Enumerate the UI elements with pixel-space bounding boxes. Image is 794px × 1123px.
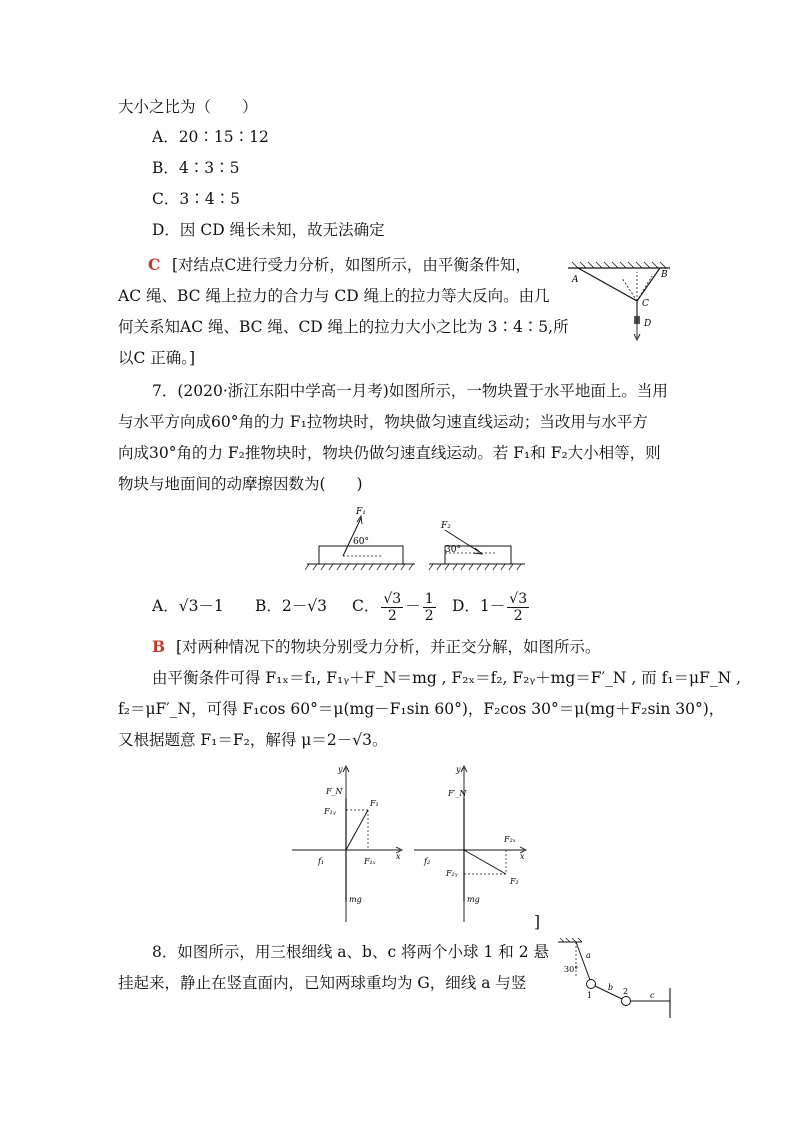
q6-explanation-line: 何关系知AC 绳、BC 绳、CD 绳上的拉力大小之比为 3∶4∶5,所 <box>118 318 569 336</box>
q7-left-fn-label: F_N <box>326 787 343 796</box>
q7-option-c-label: C． <box>352 597 380 615</box>
q6-label-d: D <box>644 319 652 329</box>
q7-option-d <box>452 586 531 626</box>
q7-right-x-label: x <box>520 852 525 861</box>
q8-label-b: b <box>608 983 614 992</box>
q7-option-a: A．√3－1 <box>152 597 224 615</box>
q7-option-d-frac: $\frac{√3}{2}$ <box>509 590 528 624</box>
q7-right-force-label: F₂ <box>441 521 451 531</box>
q7-closing-bracket: ] <box>534 913 541 931</box>
q6-explanation-line: AC 绳、BC 绳上拉力的合力与 CD 绳上的拉力等大反向。由几 <box>118 287 550 305</box>
q7-left-f1x-label: F₁ₓ <box>364 857 376 866</box>
q8-label-a: a <box>586 951 591 960</box>
q7-left-f1-label: F₁ <box>370 799 379 808</box>
q8-angle-label: 30° <box>564 965 579 974</box>
q6-answer: C <box>148 255 161 274</box>
q7-left-angle-label: 60° <box>353 537 369 547</box>
q7-block-figures <box>305 500 527 576</box>
q8-stem-line: 8．如图所示，用三根细线 a、b、c 将两个小球 1 和 2 悬 <box>152 943 549 961</box>
q7-right-mg-label: mg <box>467 895 480 904</box>
q7-left-x-label: x <box>396 852 401 861</box>
q6-label-a: A <box>572 275 579 285</box>
q6-stem-tail: 大小之比为（ ） <box>118 98 258 116</box>
q7-option-c-minus: － <box>405 597 421 615</box>
q7-decomposition-diagrams <box>288 762 538 928</box>
q7-right-f2-label: F₂ <box>510 877 519 886</box>
q7-left-mg-label: mg <box>349 895 362 904</box>
q8-ball-2-label: 2 <box>623 987 629 996</box>
q8-label-c: c <box>650 991 655 1000</box>
q6-label-b: B <box>661 270 668 280</box>
q6-explanation-line: 以C 正确。] <box>118 349 196 367</box>
q6-explanation-line: [对结点C进行受力分析，如图所示，由平衡条件知， <box>172 256 531 274</box>
q7-option-c <box>352 586 438 626</box>
q7-left-f1-friction-label: f₁ <box>318 857 325 866</box>
q7-option-b: B．2－√3 <box>255 597 327 615</box>
q8-hanging-balls-figure <box>556 938 680 1022</box>
q6-option-a: A．20∶15∶12 <box>152 128 269 146</box>
q7-stem-line: 7．(2020·浙江东阳中学高一月考)如图所示，一物块置于水平地面上。当用 <box>152 382 668 400</box>
q7-option-c-frac2: $\frac{1}{2}$ <box>424 590 434 624</box>
q6-option-c: C．3∶4∶5 <box>152 190 240 208</box>
q6-option-d: D．因 CD 绳长未知，故无法确定 <box>152 221 385 239</box>
q6-rope-figure <box>564 258 676 342</box>
q7-right-f2x-label: F₂ₓ <box>504 835 516 844</box>
q7-stem-line: 向成30°角的力 F₂推物块时，物块仍做匀速直线运动。若 F₁和 F₂大小相等，则 <box>118 444 661 462</box>
q8-stem-line: 挂起来，静止在竖直面内，已知两球重均为 G，细线 a 与竖 <box>118 974 527 992</box>
q7-left-y-label: y <box>338 765 343 774</box>
q7-right-y-label: y <box>456 765 461 774</box>
q7-answer: B <box>152 637 166 656</box>
q7-explanation-line: [对两种情况下的物块分别受力分析，并正交分解，如图所示。 <box>176 638 601 656</box>
q7-explanation-line: 由平衡条件可得 F₁ₓ＝f₁, F₁ᵧ＋F_N＝mg , F₂ₓ＝f₂, F₂ᵧ＋mg＝F′_N , 而 f₁＝μF_N , <box>152 669 742 687</box>
q7-explanation-line: 又根据题意 F₁＝F₂，解得 μ＝2－√3。 <box>118 731 388 749</box>
q7-explanation-line: f₂＝μF′_N，可得 F₁cos 60°＝μ(mg－F₁sin 60°)，F₂cos 30°＝μ(mg＋F₂sin 30°)， <box>118 700 725 718</box>
q6-option-b: B．4∶3∶5 <box>152 159 240 177</box>
q7-right-f2y-label: F₂ᵧ <box>446 869 458 878</box>
q7-option-c-frac1: $\frac{√3}{2}$ <box>383 590 402 624</box>
q7-left-force-label: F₁ <box>356 507 366 517</box>
q7-right-f2-friction-label: f₂ <box>424 857 431 866</box>
q7-option-d-label: D．1－ <box>452 597 506 615</box>
q7-stem-line: 与水平方向成60°角的力 F₁拉物块时，物块做匀速直线运动；当改用与水平方 <box>118 413 648 431</box>
q7-left-f1y-label: F₁ᵧ <box>324 807 336 816</box>
q7-stem-line: 物块与地面间的动摩擦因数为( ) <box>118 475 363 493</box>
q6-label-c: C <box>642 299 649 309</box>
q8-ball-1-label: 1 <box>587 991 593 1000</box>
q7-right-angle-label: 30° <box>445 545 461 555</box>
q7-right-fn-label: F′_N <box>448 789 467 798</box>
